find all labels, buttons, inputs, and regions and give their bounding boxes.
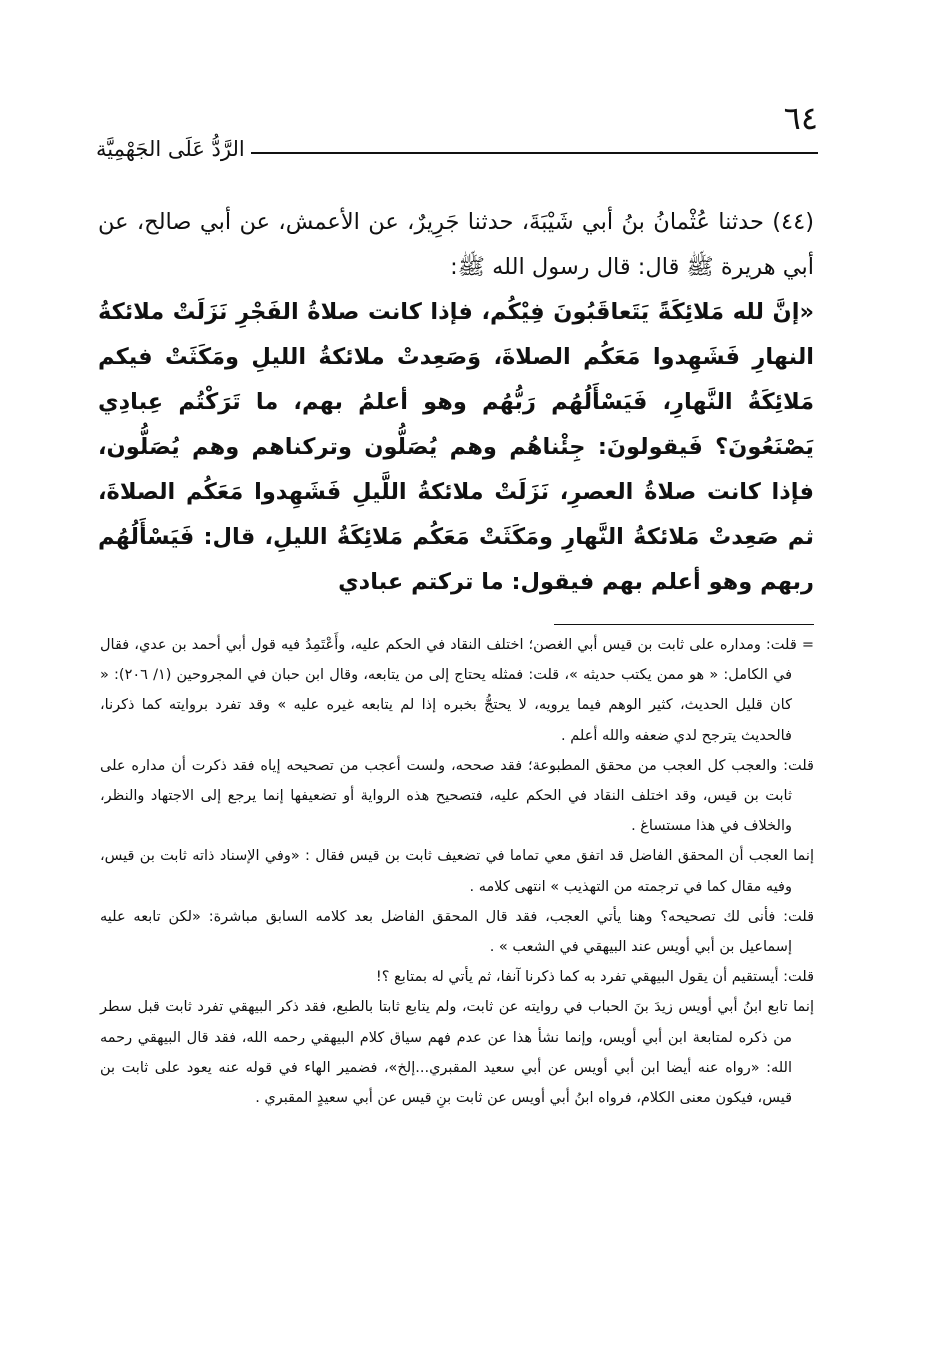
footnote-paragraph: إنما العجب أن المحقق الفاضل قد اتفق معي تماما في تضعيف ثابت بن قيس فقال : «وفي الإسناد ذاته ثابت بن قيس، وفيه مقال كما في ترجمته من التهذيب » انتهى كلامه . [100,848,814,895]
footnote-paragraph: = قلت: ومداره على ثابت بن قيس أبي الغصن؛ اختلف النقاد في الحكم عليه، وأَعْتَمِدُ فيه قول أبي أحمد بن عدي، فقال في الكامل: « هو ممن يكتب حديثه »، قلت: فمثله يحتاج إلى من يتابعه، وقال ابن حبان في المجروحين (١/ ٢٠٦): « كان قليل الحديث، كثير الوهم فيما يرويه، لا يحتجُّ بخبره إذا لم يتابعه غيره عليه » وقد تفرد بروايته كما ذكرنا، فالحديث يترجح لدي ضعفه والله أعلم . [100,637,814,744]
header-rule [226,152,818,154]
footnote-paragraph: قلت: فأنى لك تصحيحه؟ وهنا يأتي العجب، فقد قال المحقق الفاضل بعد كلامه السابق مباشرة: «لكن تابعه عليه إسماعيل بن أبي أويس عند البيهقي في الشعب » . [100,908,814,956]
footnote-paragraph: إنما تابع ابنُ أبي أويس زيدَ بنَ الحباب في روايته عن ثابت، ولم يتابع ثابتا بالطبع، فقد ذكر البيهقي تفرد ثابت قبل سطر من ذكره لمتابعة ابن أبي أويس، وإنما نشأ هذا عن عدم فهم سياق كلام البيهقي رحمه الله، فقد قال البيهقي رحمه الله: «رواه عنه أيضا ابن أبي أويس عن أبي سعيد المقبري...إلخ»، فضمير الهاء في قوله عنه يعود على ثابت بن قيس، فيكون معنى الكلام، فرواه ابنُ أبي أويس عن ثابت بنِ قيس عن أبي سعيدٍ المقبري . [100,999,814,1107]
main-text [98,200,814,605]
hadith-text: «إنَّ لله مَلائِكَةً يَتَعاقَبُونَ فِيْكُم، فإذا كانت صلاةُ الفَجْرِ نَزَلَتْ ملائكةُ النهارِ فَشَهِدوا مَعَكُم الصلاةَ، وَصَعِدتْ ملائكةُ الليلِ ومَكَثَتْ فيكم مَلائِكَةُ النَّهارِ، فَيَسْأَلُهُم رَبُّهُم وهو أعلمُ بهم، ما تَرَكْتُم عِبادِي يَصْنَعُونَ؟ فَيقولونَ: جِئْناهُم وهم يُصَلُّون وتركناهم وهم يُصَلُّون، فإذا كانت صلاةُ العصرِ، نَزَلَتْ ملائكةُ اللَّيلِ فَشَهِدوا مَعَكُم الصلاةَ، ثم صَعِدتْ مَلائكةُ النَّهارِ ومَكَثَتْ مَعَكُم مَلائِكَةُ الليلِ، قال: فَيَسْأَلُهُم ربهم وهو أعلم بهم فيقول: ما تركتم عبادي [98,299,814,595]
footnotes [100,630,814,1113]
footnote-separator [554,624,814,625]
running-title: الرَّدُّ عَلَى الجَهْمِيَّة [96,134,251,164]
page-number: ٦٤ [783,99,818,137]
page-header [96,100,818,170]
footnote-paragraph: قلت: والعجب كل العجب من محقق المطبوعة؛ فقد صححه، ولست أعجب من تصحيحه إياه فقد ذكرت أن مداره على ثابت بن قيس، وقد اختلف النقاد في الحكم عليه، فتصحيح هذه الرواية أو تضعيفها إنما يرجع إلى الاجتهاد والنظر، والخلاف في هذا مستساغ . [100,757,814,835]
hadith-chain-paragraph: (٤٤) حدثنا عُثْمانُ بنُ أبي شَيْبَةَ، حدثنا جَرِيرٌ، عن الأعمش، عن أبي صالح، عن أبي هريرة ﷺ قال: قال رسول الله ﷺ: [98,209,814,280]
footnote-paragraph: قلت: أيستقيم أن يقول البيهقي تفرد به كما ذكرنا آنفا، ثم يأتي له بمتابع ؟! [375,969,814,986]
